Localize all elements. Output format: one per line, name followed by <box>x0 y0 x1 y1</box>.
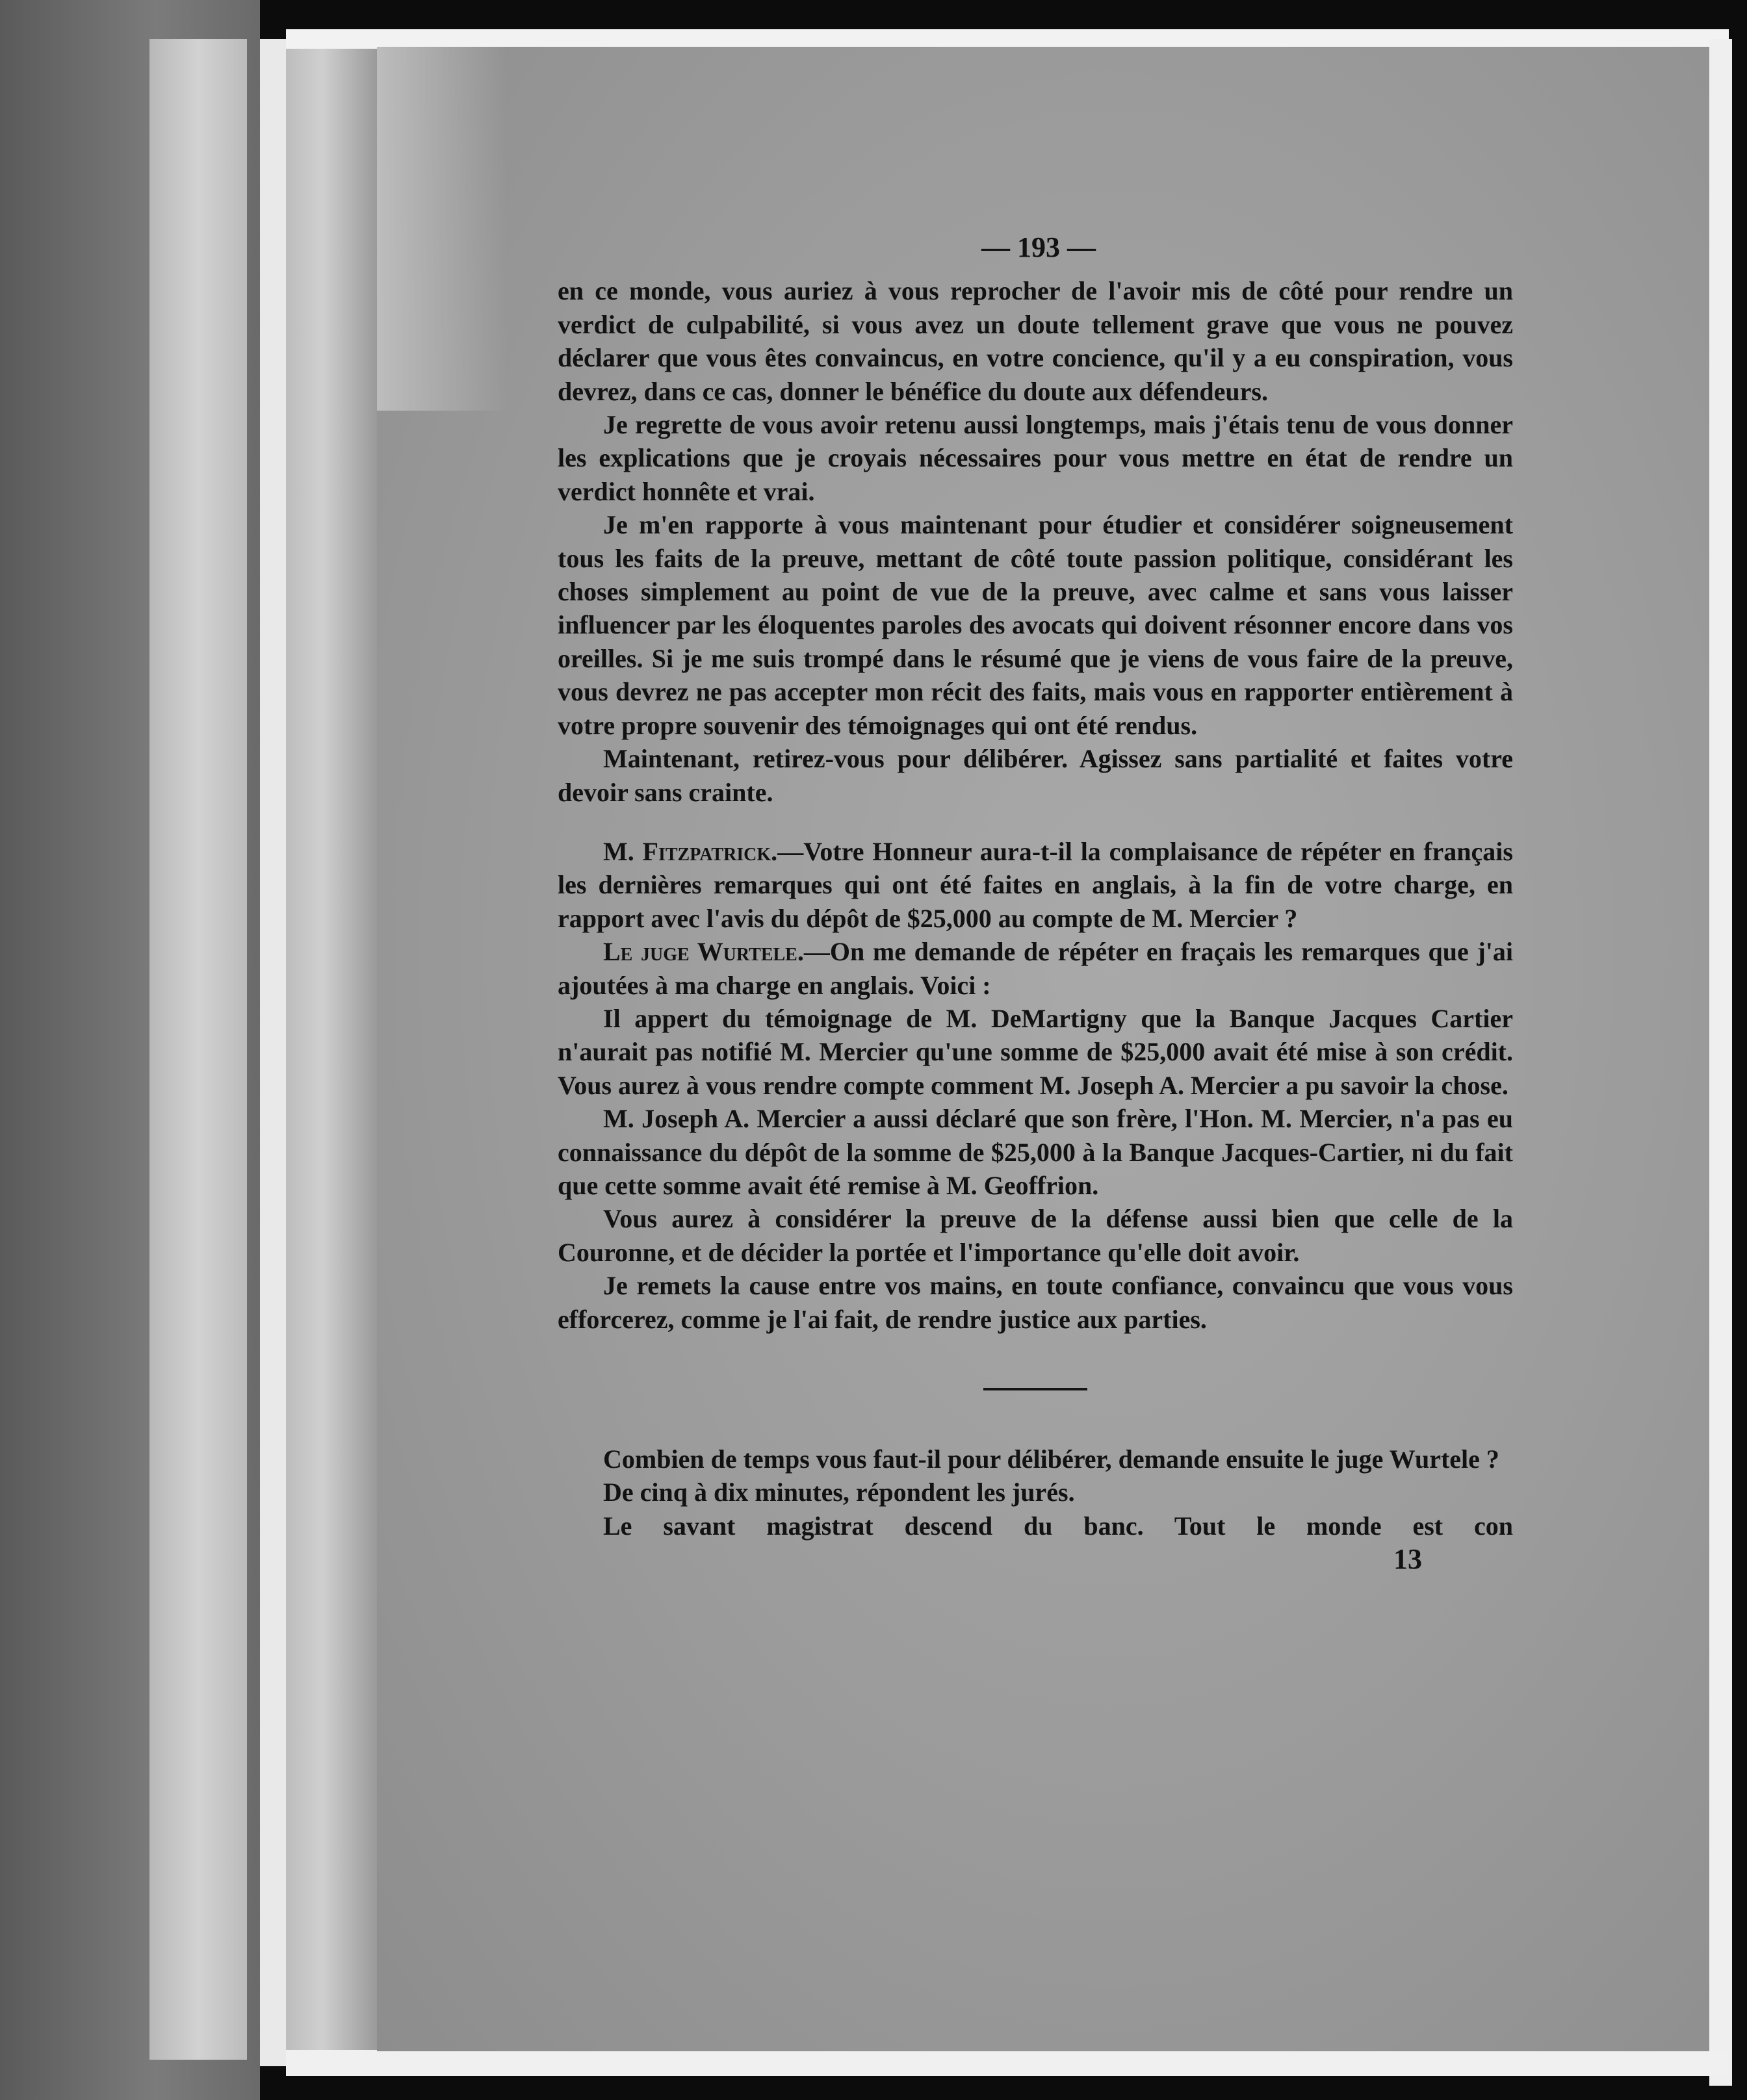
bottom-border <box>286 2050 1729 2076</box>
signature-mark: 13 <box>1393 1543 1422 1576</box>
left-page-strip <box>149 39 247 2060</box>
paragraph: De cinq à dix minutes, répondent les jurés. <box>603 1478 1075 1507</box>
fitzpatrick-paragraph <box>558 835 1513 935</box>
speaker-text: —On me demande de répéter en fraçais les remarques que j'ai ajoutées à ma charge en anglais. Voici : <box>558 937 1514 1000</box>
paragraph: Vous aurez à considérer la preuve de la défense aussi bien que celle de la Couronne, et de décider la portée et l'importance qu'elle doit avoir. <box>558 1204 1513 1267</box>
speaker-name: M. Fitzpatrick. <box>603 836 778 866</box>
top-border <box>286 29 1729 49</box>
paragraph: en ce monde, vous auriez à vous reprocher de l'avoir mis de côté pour rendre un verdict de culpabilité, si vous avez un doute tellement grave que vous ne pouvez déclarer que vous êtes convaincus, en votre concience, qu'il y a eu conspiration, vous devrez, dans ce cas, donner le bénéfice du doute aux défendeurs. <box>558 276 1513 406</box>
paper-stain <box>377 47 507 411</box>
paragraph: Je m'en rapporte à vous maintenant pour étudier et considérer soigneusement tous les faits de la preuve, mettant de côté toute passion politique, considérant les choses simplement au point de vue de la preuve, avec calme et sans vous laisser influencer par les éloquentes paroles des avocats qui doivent résonner encore dans vos oreilles. Si je me suis trompé dans le résumé que je viens de vous faire de la preuve, vous devrez ne pas accepter mon récit des faits, mais vous en rapporter entièrement à votre propre souvenir des témoignages qui ont été rendus. <box>558 510 1513 740</box>
speaker-name: Le juge Wurtele. <box>603 937 804 967</box>
page-number: — 193 — <box>981 231 1096 263</box>
binding-band <box>260 39 286 2066</box>
paragraph: Le savant magistrat descend du banc. Tout le monde est con <box>603 1511 1513 1541</box>
paragraph: Il appert du témoignage de M. DeMartigny que la Banque Jacques Cartier n'aurait pas notifié M. Mercier qu'une somme de $25,000 avait été mise à son crédit. Vous aurez à vous rendre compte comment M. Joseph A. Mercier a pu savoir la chose. <box>558 1003 1513 1100</box>
paragraph: M. Joseph A. Mercier a aussi déclaré que son frère, l'Hon. M. Mercier, n'a pas eu connaissance du dépôt de la somme de $25,000 à la Banque Jacques-Cartier, ni du fait que cette somme avait été remise à M. Geoffrion. <box>558 1104 1513 1200</box>
paragraph: Combien de temps vous faut-il pour délibérer, demande ensuite le juge Wurtele ? <box>603 1444 1499 1474</box>
paragraph: Je regrette de vous avoir retenu aussi longtemps, mais j'étais tenu de vous donner les explications que je croyais nécessaires pour vous mettre en état de rendre un verdict honnête et vrai. <box>558 410 1513 506</box>
page-gutter <box>286 39 377 2073</box>
speaker-text: —Votre Honneur aura-t-il la complaisance de répéter en français les dernières remarques qui ont été faites en anglais, à la fin de votre charge, en rapport avec l'avis du dépôt de $25,000 au compte de M. Mercier ? <box>558 836 1513 933</box>
right-border <box>1709 39 1732 2086</box>
wurtele-paragraph <box>558 935 1513 1002</box>
paragraph: Maintenant, retirez-vous pour délibérer. Agissez sans partialité et faites votre devoir sans crainte. <box>558 744 1513 807</box>
paragraph: Je remets la cause entre vos mains, en toute confiance, convaincu que vous vous efforcerez, comme je l'ai fait, de rendre justice aux parties. <box>558 1271 1513 1334</box>
page-text <box>558 231 1513 1576</box>
section-divider <box>983 1388 1087 1390</box>
